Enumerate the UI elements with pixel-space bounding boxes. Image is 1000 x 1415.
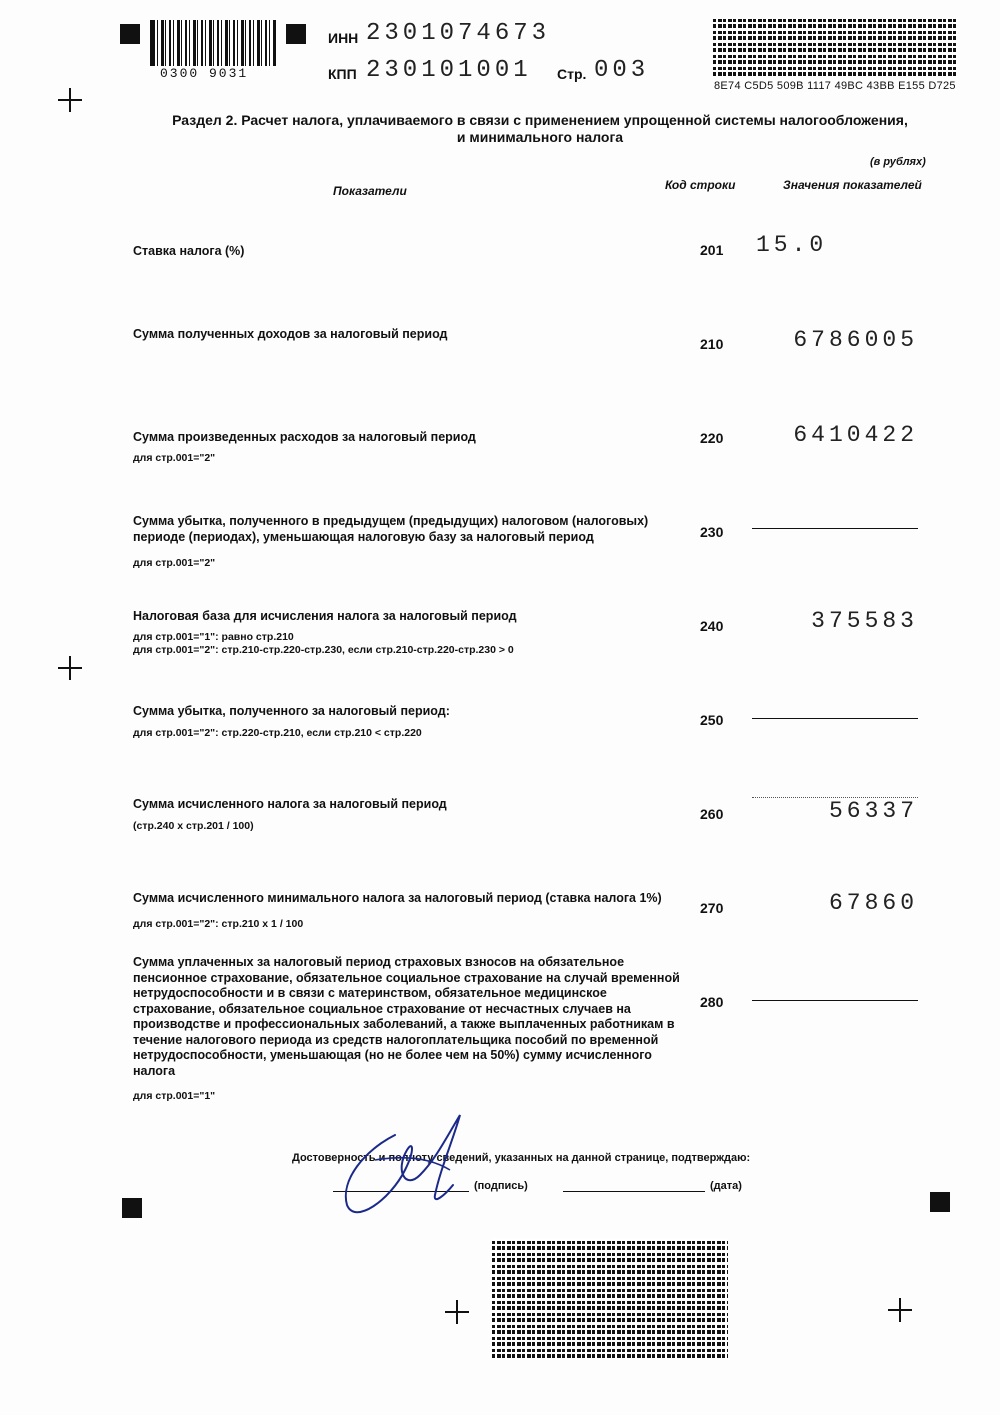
column-header-code: Код строки: [665, 178, 736, 192]
row-note: для стр.001="2": стр.210 х 1 / 100: [133, 918, 304, 930]
row-label: Сумма произведенных расходов за налоговый период: [133, 430, 476, 444]
section-title-line: и минимального налога: [456, 129, 624, 145]
date-caption: (дата): [710, 1180, 742, 1192]
units-label: (в рублях): [870, 156, 926, 168]
row-label: Сумма исчисленного налога за налоговый период: [133, 797, 447, 811]
row-code: 240: [700, 618, 724, 634]
corner-marker-top-center: [286, 24, 306, 44]
registration-cross-icon: [58, 656, 82, 680]
row-note: для стр.001="1": равно стр.210: [133, 631, 294, 643]
machine-readable-code-top: [713, 18, 958, 76]
registration-cross-icon: [888, 1298, 912, 1322]
empty-value-dash: [752, 528, 918, 529]
row-label: Сумма убытка, полученного за налоговый период:: [133, 704, 450, 718]
row-note: для стр.001="1": [133, 1090, 216, 1102]
row-note: (стр.240 х стр.201 / 100): [133, 820, 254, 832]
page-label: Стр.: [557, 66, 587, 82]
registration-cross-icon: [445, 1300, 469, 1324]
column-header-indicators: Показатели: [333, 184, 407, 198]
row-code: 250: [700, 712, 724, 728]
row-value: 15.0: [756, 232, 828, 258]
row-code: 220: [700, 430, 724, 446]
row-code: 201: [700, 242, 724, 258]
registration-cross-icon: [58, 88, 82, 112]
row-label: Налоговая база для исчисления налога за налоговый период: [133, 609, 517, 623]
row-value: 56337: [828, 798, 918, 824]
page-value: 003: [594, 57, 650, 84]
row-code: 210: [700, 336, 724, 352]
row-value: 375583: [811, 608, 918, 634]
date-line: [563, 1191, 705, 1192]
linear-barcode: [150, 20, 276, 66]
kpp-value: 230101001: [366, 57, 532, 84]
row-label: Сумма уплаченных за налоговый период страховых взносов на обязательное пенсионное страхование, обязательное социальное страхование на случай временной нетрудоспособности и в связи с материнством, обязательное медицинское страхование, обязательное социальное страхование от несчастных случаев на производстве и профессиональных заболеваний, а также выплаченных работникам в течение налогового периода из средств налогоплательщика пособий по временной нетрудоспособности, уменьшающая (но не более чем на 50%) сумму исчисленного налога: [133, 955, 680, 1078]
row-label: Сумма исчисленного минимального налога за налоговый период (ставка налога 1%): [133, 891, 662, 905]
row-value: 67860: [828, 890, 918, 916]
row-code: 230: [700, 524, 724, 540]
signature-caption: (подпись): [474, 1180, 528, 1192]
row-value: 6786005: [793, 327, 918, 353]
empty-value-dash: [752, 1000, 918, 1001]
column-header-values: Значения показателей: [783, 178, 922, 192]
row-note: для стр.001="2": [133, 557, 216, 569]
inn-value: 2301074673: [366, 20, 551, 47]
row-note: для стр.001="2": [133, 452, 216, 464]
row-note: для стр.001="2": стр.210-стр.220-стр.230, если стр.210-стр.220-стр.230 > 0: [133, 644, 514, 656]
machine-readable-code-bottom: [492, 1238, 728, 1358]
confirmation-text: Достоверность и полноту сведений, указанных на данной странице, подтверждаю:: [292, 1152, 751, 1164]
section-title-line: Раздел 2. Расчет налога, уплачиваемого в связи с применением упрощенной системы налогообложения,: [172, 112, 908, 128]
row-code: 280: [700, 994, 724, 1010]
empty-value-dash: [752, 718, 918, 719]
handwritten-signature: [335, 1100, 495, 1225]
inn-label: ИНН: [328, 30, 359, 46]
row-label: Ставка налога (%): [133, 244, 245, 258]
section-title: [140, 112, 940, 146]
corner-marker-bottom-right: [930, 1192, 950, 1212]
corner-marker-top-left: [120, 24, 140, 44]
machine-code-text: 8E74 C5D5 509B 1117 49BC 43BB E155 D725: [714, 80, 956, 92]
kpp-label: КПП: [328, 66, 357, 82]
row-note: для стр.001="2": стр.220-стр.210, если стр.210 < стр.220: [133, 727, 422, 739]
row-code: 270: [700, 900, 724, 916]
barcode-number: 0300 9031: [160, 66, 249, 81]
row-label: Сумма убытка, полученного в предыдущем (предыдущих) налоговом (налоговых) периоде (периодах), уменьшающая налоговую базу за налоговый период: [133, 514, 649, 544]
row-code: 260: [700, 806, 724, 822]
row-value: 6410422: [793, 422, 918, 448]
row-label: Сумма полученных доходов за налоговый период: [133, 327, 448, 341]
corner-marker-bottom-left: [122, 1198, 142, 1218]
